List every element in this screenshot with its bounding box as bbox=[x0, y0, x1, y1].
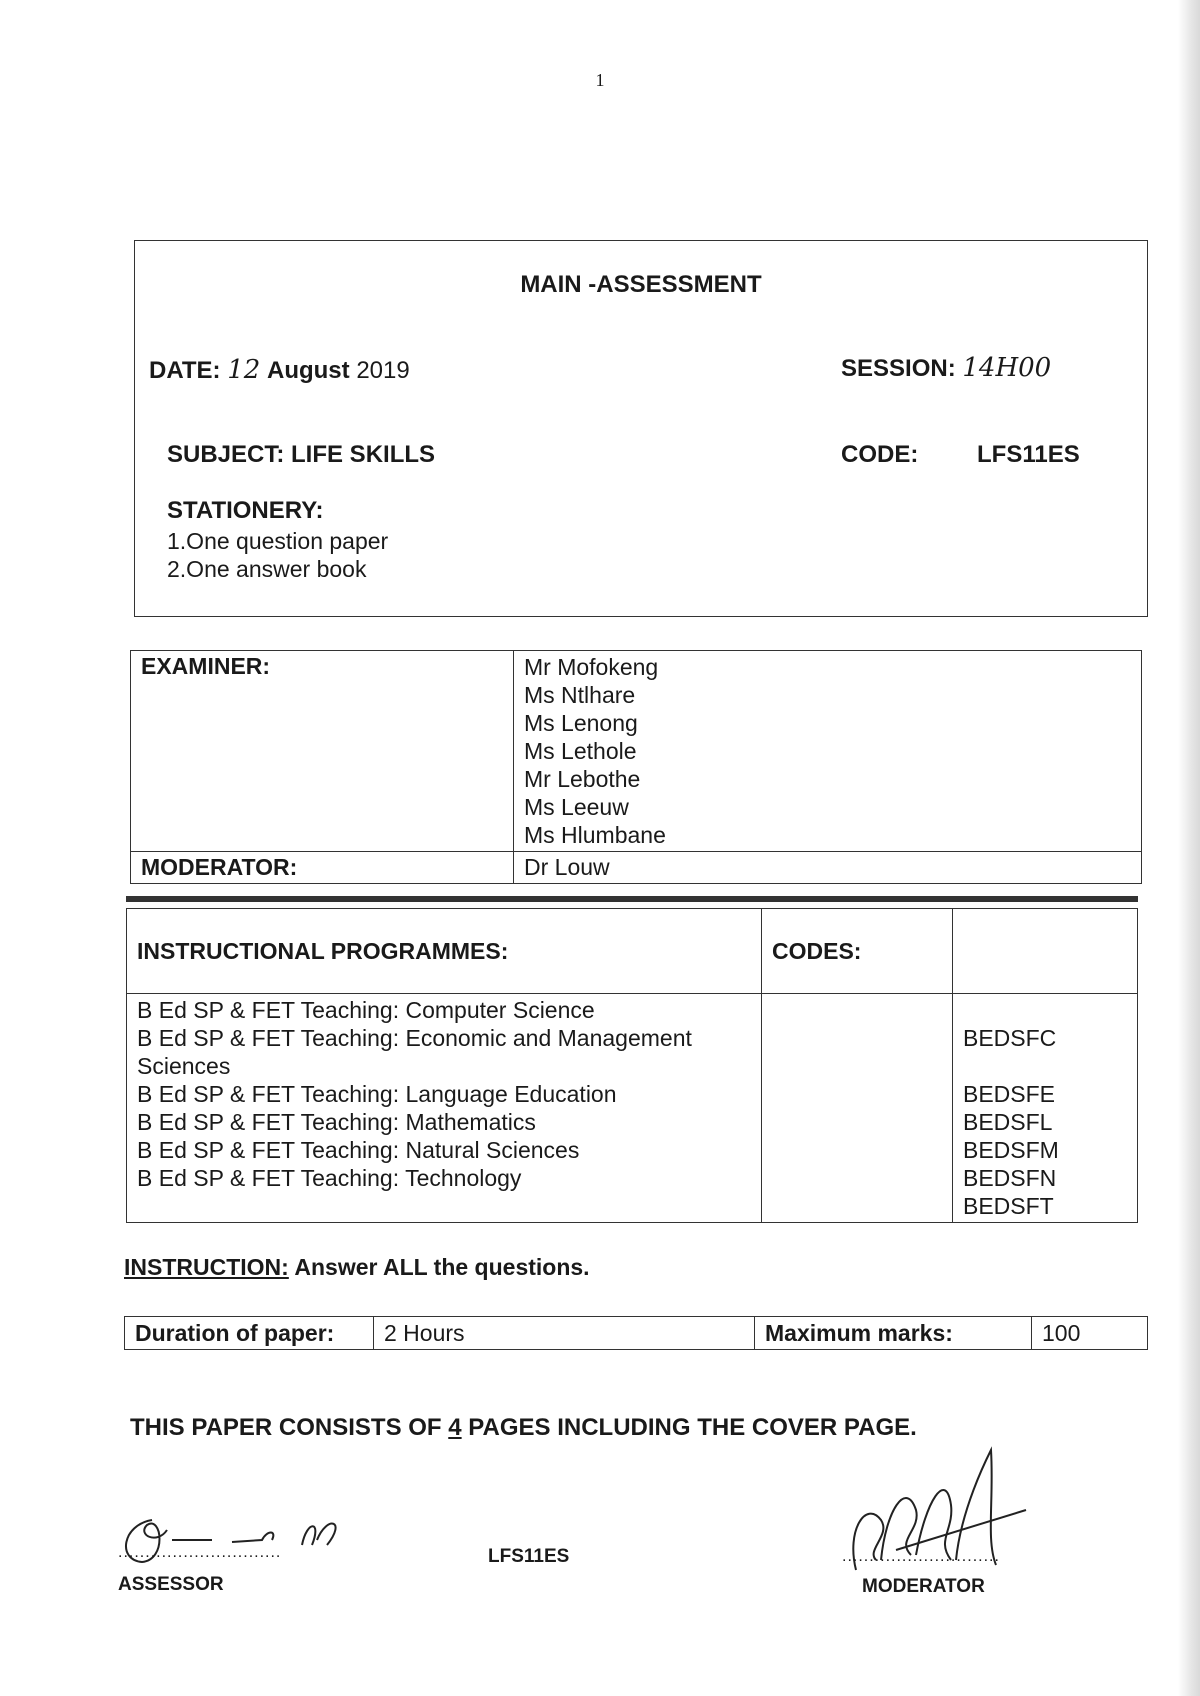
assessor-dotted-line: .............................. bbox=[118, 1544, 282, 1561]
stationery-item: 1.One question paper bbox=[167, 528, 389, 554]
footer-code: LFS11ES bbox=[488, 1546, 570, 1567]
programme-line: B Ed SP & FET Teaching: Natural Sciences bbox=[137, 1137, 580, 1163]
programmes-header: INSTRUCTIONAL PROGRAMMES: bbox=[127, 909, 762, 994]
moderator-row bbox=[131, 852, 1142, 884]
instruction-text: Answer ALL the questions. bbox=[288, 1254, 590, 1280]
moderator-name: Dr Louw bbox=[514, 852, 1142, 884]
programme-line: B Ed SP & FET Teaching: Economic and Management bbox=[137, 1025, 692, 1051]
date-day-handwritten: 12 bbox=[227, 355, 261, 385]
date-label: DATE: bbox=[149, 357, 221, 384]
instruction bbox=[124, 1254, 590, 1281]
examiner-list bbox=[514, 651, 1142, 852]
max-marks-value: 100 bbox=[1032, 1317, 1148, 1350]
assessment-title: MAIN -ASSESSMENT bbox=[520, 271, 762, 298]
page-edge-shadow bbox=[1178, 0, 1200, 1696]
programmes-header-row bbox=[127, 909, 1138, 994]
consists-pages: 4 bbox=[448, 1414, 462, 1441]
stationery-list bbox=[167, 527, 388, 583]
programme-line: B Ed SP & FET Teaching: Language Education bbox=[137, 1081, 617, 1107]
programme-code: BEDSFC bbox=[963, 1025, 1057, 1051]
assessor-label: ASSESSOR bbox=[118, 1574, 224, 1595]
staff-table bbox=[130, 650, 1142, 884]
duration-table bbox=[124, 1316, 1148, 1350]
programme-line: Sciences bbox=[137, 1053, 231, 1079]
examiner-name: Ms Leeuw bbox=[524, 794, 629, 820]
programme-code: BEDSFT bbox=[963, 1193, 1054, 1219]
session-field bbox=[841, 353, 1051, 383]
programme-code: BEDSFE bbox=[963, 1081, 1056, 1107]
page-count-statement bbox=[130, 1414, 917, 1442]
codes-header: CODES: bbox=[762, 909, 953, 994]
examiner-name: Ms Ntlhare bbox=[524, 682, 636, 708]
codes-header-empty bbox=[953, 909, 1138, 994]
code-value: LFS11ES bbox=[977, 441, 1080, 468]
programme-code bbox=[963, 996, 1127, 1024]
consists-after: PAGES INCLUDING THE COVER PAGE. bbox=[461, 1414, 917, 1441]
examiner-label: EXAMINER: bbox=[131, 651, 514, 852]
moderator-footer-label: MODERATOR bbox=[862, 1576, 985, 1597]
assessment-info-box bbox=[134, 240, 1148, 617]
double-rule-divider bbox=[126, 896, 1138, 902]
page-number: 1 bbox=[595, 70, 605, 90]
programme-line: B Ed SP & FET Teaching: Mathematics bbox=[137, 1109, 536, 1135]
stationery-item: 2.One answer book bbox=[167, 556, 367, 582]
programme-line: B Ed SP & FET Teaching: Technology bbox=[137, 1165, 522, 1191]
examiner-name: Ms Hlumbane bbox=[524, 822, 666, 848]
session-label: SESSION: bbox=[841, 355, 956, 382]
stationery-label: STATIONERY: bbox=[167, 497, 324, 524]
programme-code bbox=[963, 1052, 1127, 1080]
instruction-label: INSTRUCTION: bbox=[124, 1254, 289, 1280]
programme-line: B Ed SP & FET Teaching: Computer Science bbox=[137, 997, 595, 1023]
programmes-table bbox=[126, 908, 1138, 1223]
examiner-name: Mr Mofokeng bbox=[524, 654, 659, 680]
duration-label: Duration of paper: bbox=[125, 1317, 374, 1350]
programmes-body-row bbox=[127, 994, 1138, 1223]
max-marks-label: Maximum marks: bbox=[755, 1317, 1032, 1350]
examiner-name: Ms Lethole bbox=[524, 738, 637, 764]
date-month: August bbox=[266, 357, 350, 384]
moderator-dotted-line: ............................. bbox=[842, 1548, 1000, 1565]
moderator-label: MODERATOR: bbox=[131, 852, 514, 884]
programme-code: BEDSFL bbox=[963, 1109, 1053, 1135]
subject: SUBJECT: LIFE SKILLS bbox=[167, 441, 436, 468]
programme-code: BEDSFM bbox=[963, 1137, 1059, 1163]
consists-before: THIS PAPER CONSISTS OF bbox=[130, 1414, 449, 1441]
codes-list bbox=[953, 994, 1138, 1223]
examiner-name: Mr Lebothe bbox=[524, 766, 641, 792]
duration-row bbox=[125, 1317, 1148, 1350]
programme-code: BEDSFN bbox=[963, 1165, 1057, 1191]
assessor-signature bbox=[112, 1500, 352, 1580]
codes-middle-empty bbox=[762, 994, 953, 1223]
date-field bbox=[149, 355, 410, 385]
examiner-row bbox=[131, 651, 1142, 852]
programmes-list bbox=[127, 994, 762, 1223]
code-label: CODE: bbox=[841, 441, 919, 468]
examiner-name: Ms Lenong bbox=[524, 710, 638, 736]
session-value-handwritten: 14H00 bbox=[962, 353, 1052, 383]
duration-value: 2 Hours bbox=[374, 1317, 755, 1350]
date-year: 2019 bbox=[356, 357, 410, 384]
